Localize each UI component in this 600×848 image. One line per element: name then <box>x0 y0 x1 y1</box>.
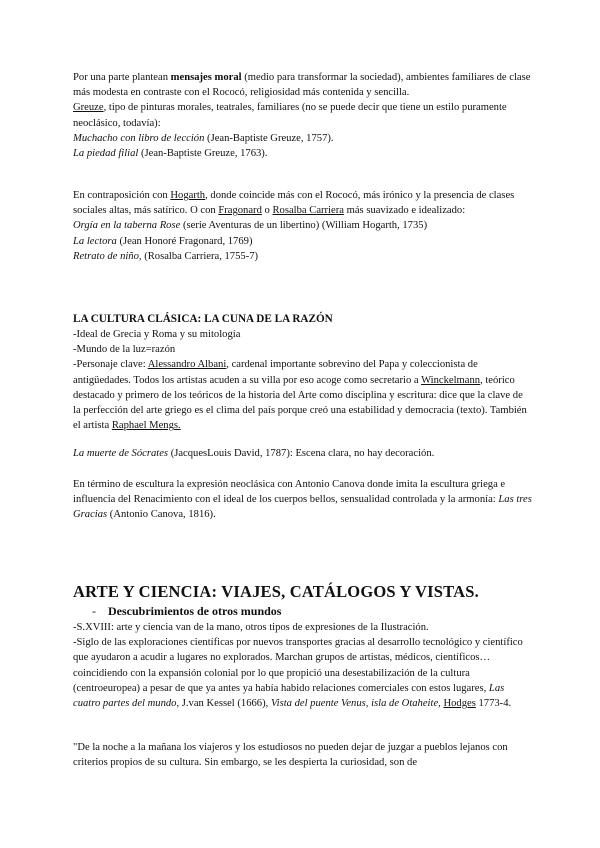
work-title: Las tres Gracias <box>73 494 532 521</box>
subheading-text: Descubrimientos de otros mundos <box>108 604 282 618</box>
fragonard-name: Fragonard <box>218 205 262 217</box>
bold-text: mensajes moral <box>170 72 242 83</box>
work-meta: (Rosalba Carriera, 1755-7) <box>141 250 259 262</box>
work-title: La muerte de Sócrates <box>73 448 169 459</box>
work-meta: (JacquesLouis David, 1787): Escena clara, no hay decoración. <box>168 448 435 459</box>
list-item: -Mundo de la luz=razón <box>73 344 176 356</box>
work-meta: (Jean Honoré Fragonard, 1769) <box>116 235 253 247</box>
text: , teórico destacado y primero de los teóricos de la historia del Arte como disciplina y escritura: dice que la clave de la perfección del arte griego es el clima del país porque creó una estabilidad y democracia (texto). También el artista <box>73 374 527 432</box>
text: o <box>261 205 273 217</box>
list-item: -S.XVIII: arte y ciencia van de la mano, otros tipos de expresiones de la Ilustración. <box>73 622 429 633</box>
work-meta: , J.van Kessel (1666), <box>176 698 271 710</box>
work-title: La lectora <box>73 235 117 247</box>
quote-paragraph <box>73 740 533 770</box>
work-title: Retrato de niño, <box>73 250 142 262</box>
subheading <box>92 604 281 619</box>
list-item: -Ideal de Grecia y Roma y su mitología <box>73 329 241 340</box>
work-meta: 1773-4. <box>475 698 512 710</box>
hogarth-name: Hogarth <box>170 190 206 201</box>
text: (medio para transformar la sociedad), ambientes familiares de clase más modesta en contraste con el Rococó, religiosidad más contenida y sencilla. <box>73 72 531 99</box>
work-meta: (serie Aventuras de un libertino) (William Hogarth, 1735) <box>180 220 428 232</box>
text: Por una parte plantean <box>73 72 171 83</box>
dash: - <box>92 604 96 618</box>
work-title: La piedad filial <box>73 148 139 160</box>
text: , cardenal importante sobrevino del Papa y coleccionista de antigüedades. Todos los artistas acuden a su villa por eso acoge como secretario a <box>73 359 478 386</box>
greuze-link: Greuze <box>73 102 104 114</box>
work-title: Orgía en la taberna Rose <box>73 220 181 232</box>
work-meta: (Antonio Canova, 1816). <box>107 509 216 521</box>
socrates-line <box>73 446 533 461</box>
science-list <box>73 620 533 711</box>
intro-paragraph <box>73 70 533 161</box>
hodges-name: Hodges <box>443 698 476 710</box>
hogarth-paragraph <box>73 188 533 264</box>
work-title: Muchacho con libro de lección <box>73 132 205 144</box>
text: , donde coincide más con el Rococó, más irónico y la presencia de clases sociales altas, más satírico. O con <box>73 190 515 217</box>
winckelmann-name: Winckelmann <box>421 374 481 386</box>
mengs-name: Raphael Mengs. <box>111 420 181 432</box>
work-meta: (Jean-Baptiste Greuze, 1757). <box>204 132 334 144</box>
classic-list <box>73 327 533 433</box>
section-heading-classic: LA CULTURA CLÁSICA: LA CUNA DE LA RAZÓN <box>73 313 333 325</box>
list-item: -Personaje clave: <box>73 359 148 371</box>
work-meta: (Jean-Baptiste Greuze, 1763). <box>138 148 268 160</box>
section-heading-science: ARTE Y CIENCIA: VIAJES, CATÁLOGOS Y VISTAS. <box>73 582 479 601</box>
rosalba-name: Rosalba Carriera <box>272 205 344 217</box>
albani-name: Alessandro Albani <box>147 359 227 371</box>
list-item: -Siglo de las exploraciones científicas por nuevos transportes gracias al desarrollo tecnológico y científico que ayudaron a acudir a lugares no explorados. Marchan grupos de artistas, médicos, científicos… coincidiendo con la expansión colonial por lo que propició una desestabilización de la cultura (centroeuropea) a pesar de que ya antes ya había habido relaciones comerciales con estos lugares, <box>73 637 523 694</box>
work-title: Las cuatro partes del mundo <box>73 682 505 710</box>
quote-text: "De la noche a la mañana los viajeros y los estudiosos no pueden dejar de juzgar a pueblos lejanos con criterios propios de su cultura. Sin embargo, se les despierta la curiosidad, son de <box>73 742 508 769</box>
text: , tipo de pinturas morales, teatrales, familiares (no se puede decir que tiene un estilo puramente neoclásico, todavía): <box>73 102 507 129</box>
text: En término de escultura la expresión neoclásica con Antonio Canova donde imita la escultura griega e influencia del Renacimiento con el ideal de los cuerpos bellos, sensualidad controlada y la armonía: <box>73 479 506 506</box>
text: más suavizado e idealizado: <box>343 205 466 217</box>
text: En contraposición con <box>73 190 171 201</box>
work-title: Vista del puente Venus, isla de Otaheite, <box>270 698 441 710</box>
canova-paragraph <box>73 477 533 523</box>
